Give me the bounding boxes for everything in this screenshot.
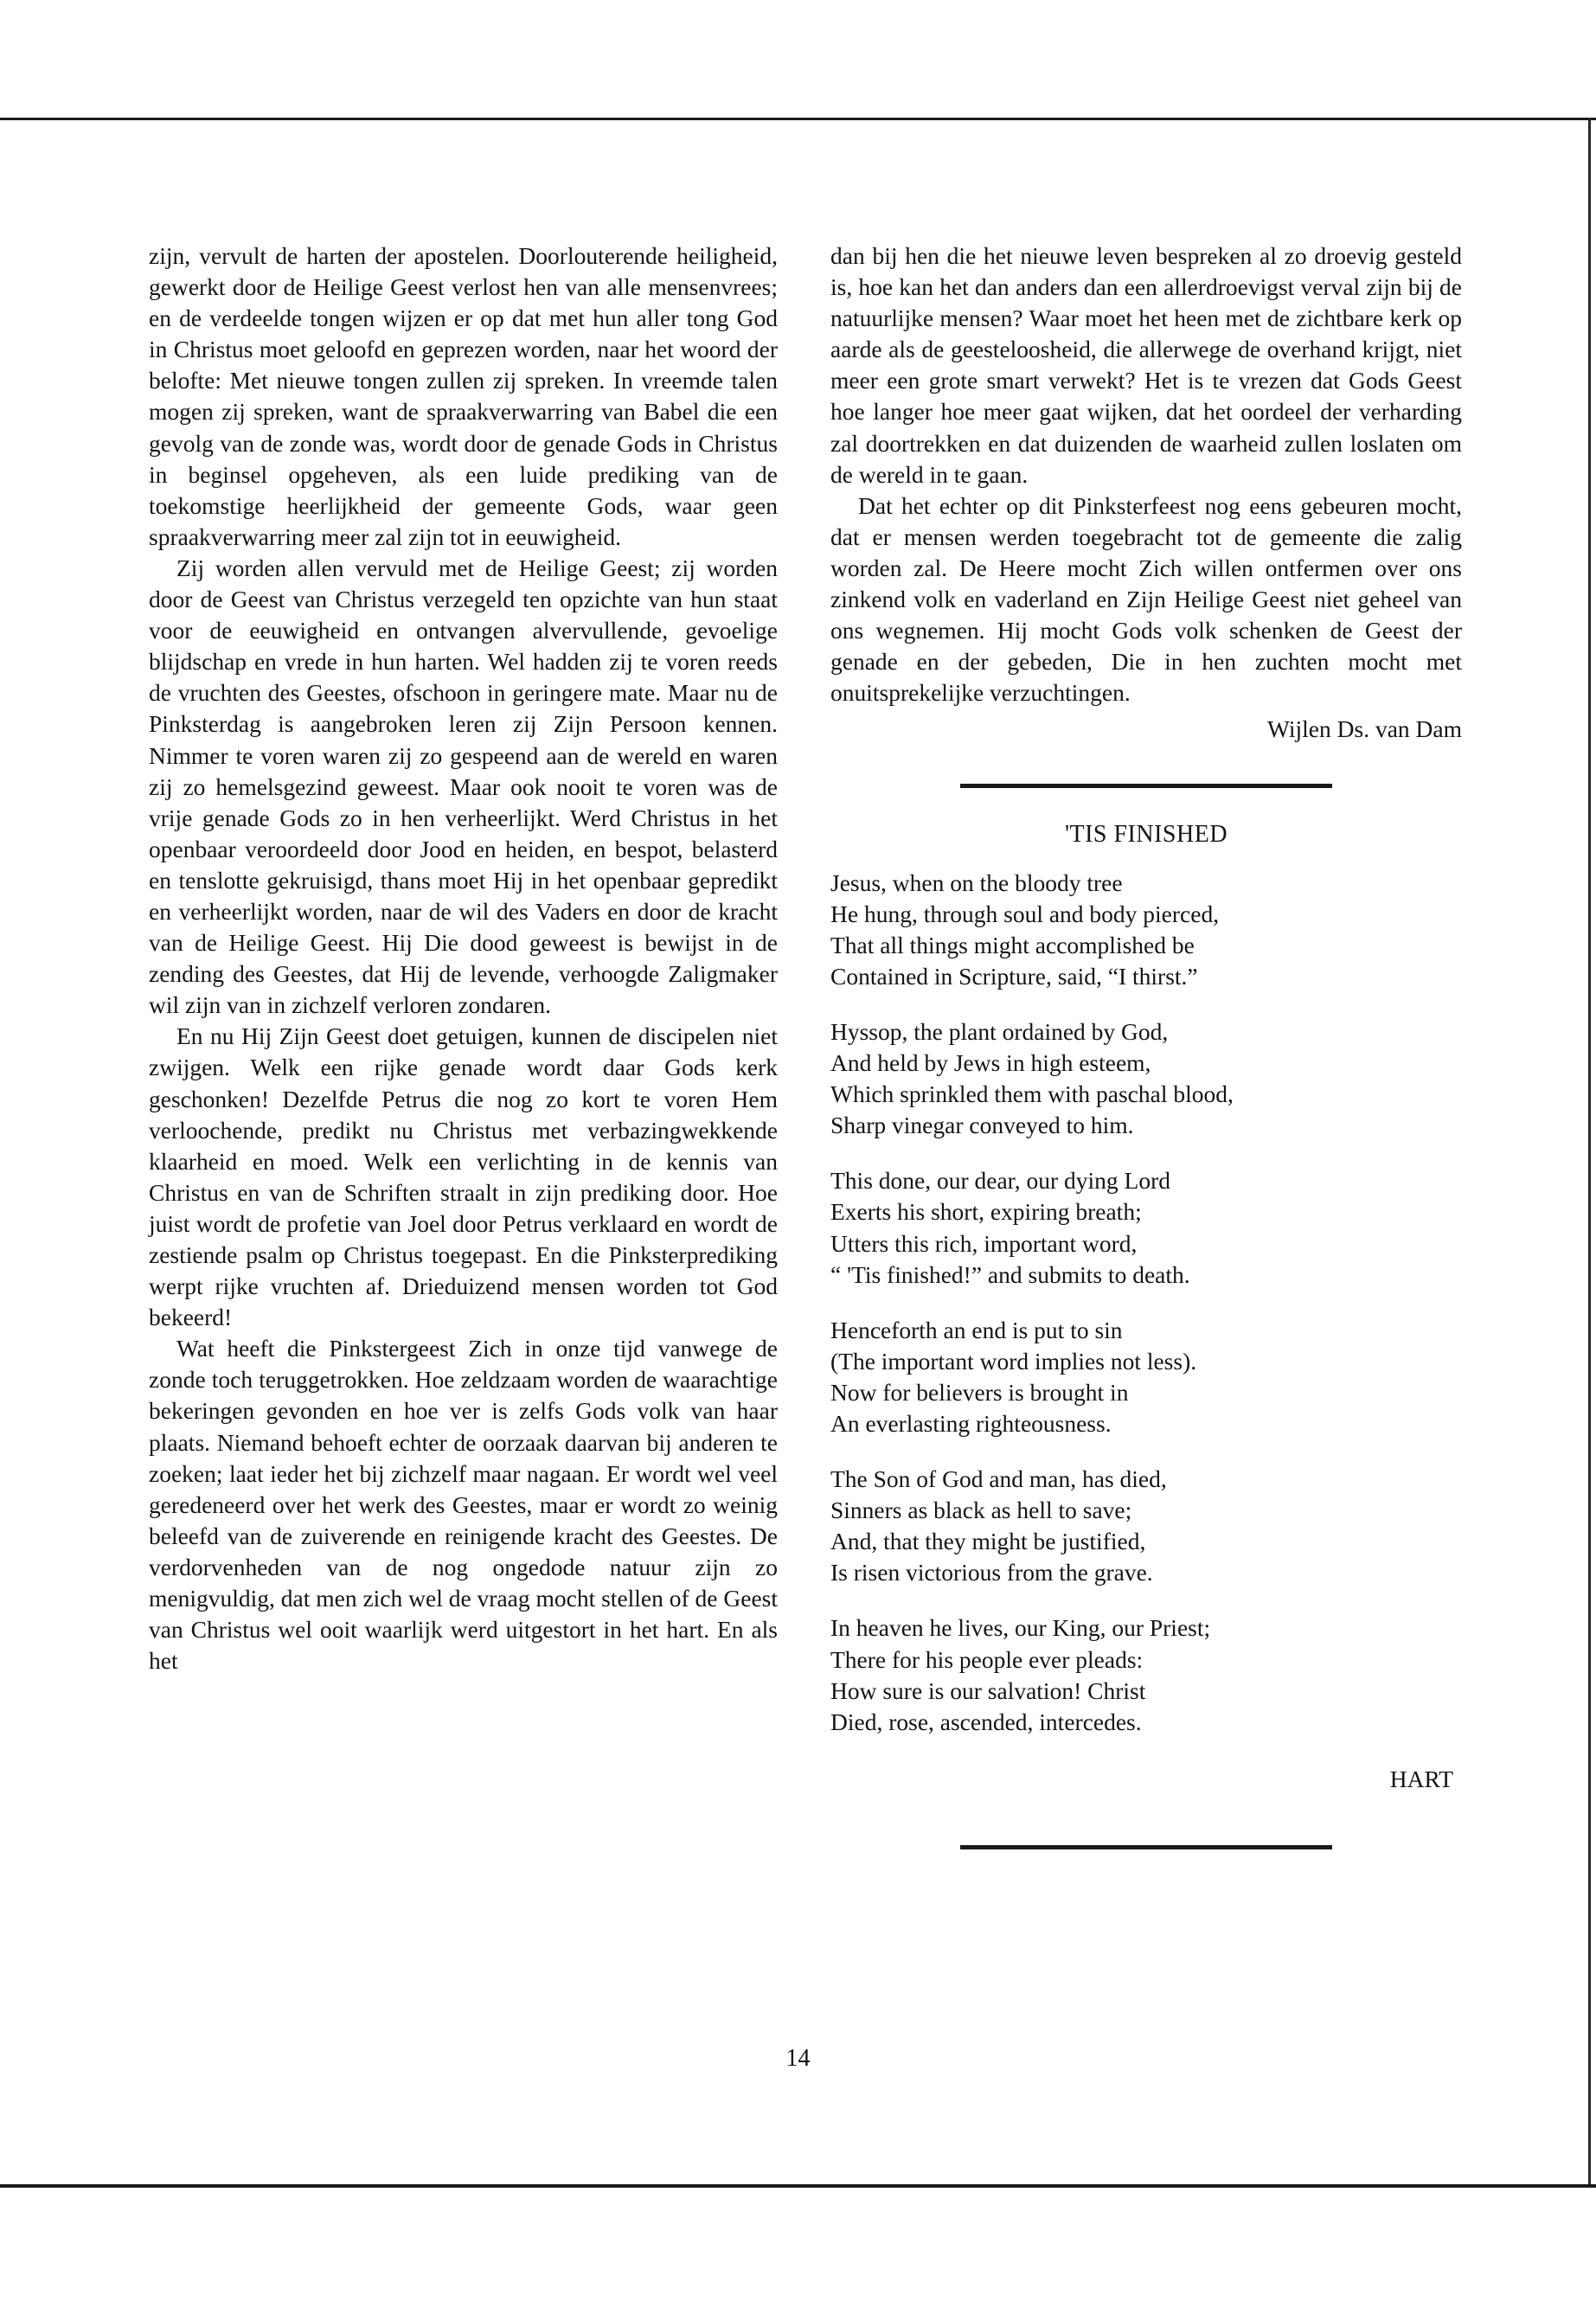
poem-title: 'TIS FINISHED	[1064, 820, 1228, 848]
poem-line: Hyssop, the plant ordained by God,	[830, 1017, 1169, 1045]
left-paragraph-4: Wat heeft die Pinkstergeest Zich in onze tijd vanwege de zonde toch teruggetrokken. Hoe zeldzaam worden de waarachtige bekeringen gevonden en hoe ver is zelfs Gods volk van haar plaats. Niemand behoeft echter de oorzaak daarvan bij anderen te zoeken; laat ieder het bij zichzelf maar nagaan. Er wordt wel veel geredeneerd over het werk des Geestes, maar er wordt zo weinig beleefd van de zuiverende en reinigende kracht des Geestes. De verdorvenheden van de nog ongedode natuur zijn zo menigvuldig, dat men zich wel de vraag mocht stellen of de Geest van Christus wel ooit waarlijk werd uitgestort in het hart. En als het	[149, 1335, 778, 1675]
poem-line: Sinners as black as hell to save;	[830, 1497, 1132, 1524]
section-divider-bottom	[960, 1845, 1332, 1849]
right-column	[830, 240, 1462, 1849]
poem-line: Which sprinkled them with paschal blood,	[830, 1080, 1234, 1108]
poem-line: And, that they might be justified,	[830, 1528, 1146, 1555]
page-top-border	[0, 118, 1596, 120]
poem-line: Sharp vinegar conveyed to him.	[830, 1112, 1134, 1139]
left-column	[149, 240, 778, 1676]
poem-line: Is risen victorious from the grave.	[830, 1559, 1153, 1586]
poem-line: Now for believers is brought in	[830, 1378, 1129, 1406]
poem-line: Henceforth an end is put to sin	[830, 1316, 1123, 1343]
right-prose	[830, 240, 1462, 708]
poem-line: (The important word implies not less).	[830, 1347, 1197, 1375]
poem-stanza	[830, 868, 1462, 992]
poem-stanza	[830, 1464, 1462, 1588]
poem-line: An everlasting righteousness.	[830, 1410, 1112, 1437]
poem-line: That all things might accomplished be	[830, 931, 1195, 958]
poem-line: There for his people ever pleads:	[830, 1645, 1144, 1673]
poem-line: How sure is our salvation! Christ	[830, 1676, 1146, 1704]
poem-line: Exerts his short, expiring breath;	[830, 1198, 1142, 1226]
poem-body	[830, 868, 1462, 1738]
poem-line: The Son of God and man, has died,	[830, 1465, 1167, 1493]
poem-line: And held by Jews in high esteem,	[830, 1049, 1151, 1077]
poem-stanza	[830, 1016, 1462, 1141]
poem-stanza	[830, 1315, 1462, 1439]
page-right-border	[1588, 118, 1591, 2188]
left-paragraph-2: Zij worden allen vervuld met de Heilige Geest; zij worden door de Geest van Christus verzegeld ten opzichte van hun staat voor de eeuwigheid en ontvangen alvervullende, gevoelige blijdschap en vrede in hun harten. Wel hadden zij te voren reeds de vruchten des Geestes, ofschoon in geringere mate. Maar nu de Pinksterdag is aangebroken leren zij Zijn Persoon kennen. Nimmer te voren waren zij zo gespeend aan de wereld en waren zij zo hemelsgezind geweest. Maar ook nooit te voren was de vrije genade Gods zo in hen verheerlijkt. Werd Christus in het openbaar veroordeeld door Jood en heiden, en bespot, belasterd en tenslotte gekruisigd, thans moet Hij in het openbaar gepredikt en verheerlijkt worden, naar de wil des Vaders en door de kracht van de Heilige Geest. Hij Die dood geweest is bewijst in de zending des Geestes, dat Hij de levende, verhoogde Zaligmaker wil zijn van in zichzelf verloren zondaren.	[149, 554, 778, 1019]
poem-stanza	[830, 1612, 1462, 1737]
poem-author: HART	[1389, 1765, 1453, 1792]
left-paragraph-1: zijn, vervult de harten der apostelen. Doorlouterende heiligheid, gewerkt door de Heilige Geest verlost hen van alle mensenvrees; en de verdeelde tongen wijzen er op dat met hun aller tong God in Christus moet geloofd en geprezen worden, naar het woord der belofte: Met nieuwe tongen zullen zij spreken. In vreemde talen mogen zij spreken, want de spraakverwarring van Babel die een gevolg van de zonde was, wordt door de genade Gods in Christus in beginsel opgeheven, als een luide prediking van de toekomstige heerlijkheid der gemeente Gods, waar geen spraakverwarring meer zal zijn tot in eeuwigheid.	[149, 242, 778, 550]
right-paragraph-1: dan bij hen die het nieuwe leven bespreken al zo droevig gesteld is, hoe kan het dan anders dan een allerdroevigst verval zijn bij de natuurlijke mensen? Waar moet het heen met de zichtbare kerk op aarde als de geesteloosheid, die allerwege de overhand krijgt, niet meer een grote smart verwekt? Het is te vrezen dat Gods Geest hoe langer hoe meer gaat wijken, dat het oordeel der verharding zal doortrekken en dat duizenden de waarheid zullen loslaten om de wereld in te gaan.	[830, 242, 1462, 488]
section-divider-top	[960, 784, 1332, 788]
poem-line: “ 'Tis finished!” and submits to death.	[830, 1260, 1190, 1288]
poem-line: Contained in Scripture, said, “I thirst.”	[830, 962, 1198, 990]
poem-line: Died, rose, ascended, intercedes.	[830, 1708, 1142, 1735]
right-paragraph-2: Dat het echter op dit Pinksterfeest nog eens gebeuren mocht, dat er mensen werden toegebracht tot de gemeente die zalig worden zal. De Heere mocht Zich willen ontfermen over ons zinkend volk en vaderland en Zijn Heilige Geest niet geheel van ons wegnemen. Hij mocht Gods volk schenken de Geest der genade en der gebeden, Die in hen zuchten mocht met onuitsprekelijke verzuchtingen.	[830, 491, 1462, 707]
article-signature: Wijlen Ds. van Dam	[1267, 715, 1462, 743]
poem-line: Jesus, when on the bloody tree	[830, 868, 1123, 896]
poem-line: Utters this rich, important word,	[830, 1229, 1138, 1257]
poem-stanza	[830, 1165, 1462, 1290]
poem-line: He hung, through soul and body pierced,	[830, 900, 1220, 927]
page-number: 14	[785, 2045, 811, 2072]
page-bottom-border	[0, 2184, 1596, 2188]
poem-line: This done, our dear, our dying Lord	[830, 1167, 1170, 1195]
poem-line: In heaven he lives, our King, our Priest;	[830, 1614, 1211, 1642]
left-paragraph-3: En nu Hij Zijn Geest doet getuigen, kunnen de discipelen niet zwijgen. Welk een rijke genade wordt daar Gods kerk geschonken! Dezelfde Petrus die nog zo kort te voren Hem verloochende, predikt nu Christus met verbazingwekkende klaarheid en moed. Welk een verlichting in de kennis van Christus en van de Schriften straalt in zijn prediking door. Hoe juist wordt de profetie van Joel door Petrus verklaard en wordt de zestiende psalm op Christus toegepast. En die Pinksterprediking werpt rijke vruchten af. Drieduizend mensen worden tot God bekeerd!	[149, 1022, 778, 1331]
